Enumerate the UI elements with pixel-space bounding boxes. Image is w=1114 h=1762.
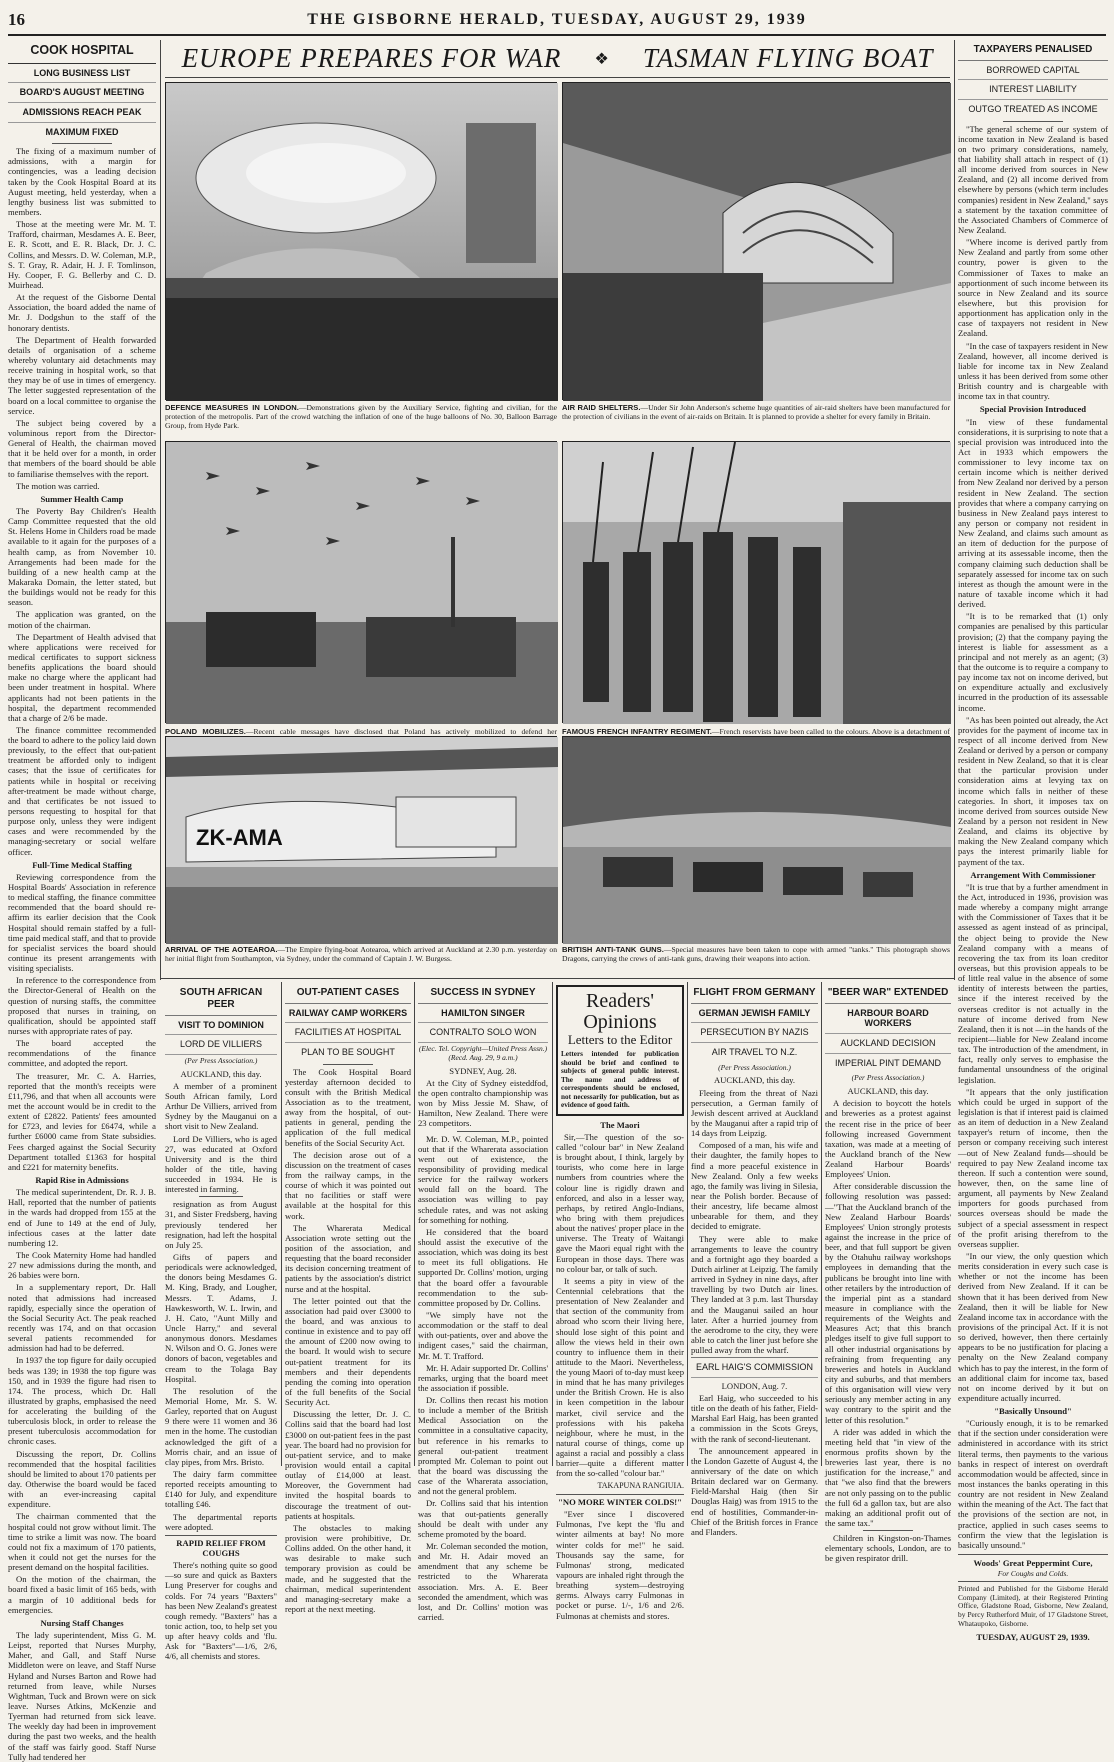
paragraph: The chairman commented that the hospital could not grow without limit. The time to strike a limit was now. The board could not fix a maximum of 170 patients, when it could not get the nurses for the present demand on the hospital facilities.: [8, 1511, 156, 1573]
paragraph: A rider was added in which the meeting held that "in view of the enormous profits shown by the breweries last year, there is no justification for the increase," and that "we also find that the brewers are not only passing on to the public the full 6d a gallon tax, but are also making an additional profit out of the same tax.": [825, 1426, 951, 1528]
paragraph: "Curiously enough, it is to be remarked that if the section under consideration were administered in accordance with its strict literal terms, then payments to the various banks in respect of interest on overdraft accommodation would be affected, since in most instances the banks operating in this country are not resident in New Zealand within the meaning of the Act. The fact that the provisions of the section are not, in practice, applied in such cases seems to confirm the view that the legislation is basically unsound.": [958, 1418, 1108, 1550]
ornament-icon: ❖: [594, 50, 610, 68]
photo-caption: [165, 403, 557, 437]
photo-balloon-barrage: [165, 82, 557, 400]
deck: VISIT TO DOMINION: [165, 1016, 277, 1036]
paragraph: In 1937 the top figure for daily occupied beds was 139; in 1938 the top figure was 150, and in 1939 the figure had risen to 174. The process, which Dr. Hall illustrated by graphs, emphasised the need for accelerating the building of the tuberculosis block, in order to release the present tuberculosis accommodation for chronic cases.: [8, 1355, 156, 1447]
paragraph: The medical superintendent, Dr. R. J. B. Hall, reported that the number of patients in the wards had dropped from 155 at the end of June to 149 at the end of July, infectious cases at the latter date numbering 12.: [8, 1187, 156, 1248]
paragraph: The Cook Maternity Home had handled 27 new admissions during the month, and 26 babies were born.: [8, 1249, 156, 1281]
paragraph: The letter pointed out that the association had paid over £3000 to the board, and was anxious to continue in existence and to pay off the amount of £200 now owing to the board. It would wish to secure out-patient treatment for its members and their dependents pending the coming into operation of the full benefits of the Social Security Act.: [285, 1295, 411, 1408]
paragraph: It seems a pity in view of the Centennial celebrations that the presentation of New Zealander and that section of the community from abroad who scorn their living here, should lose sight of this point and allow the views held in their own country to influence them in their attitude to the Maori. Nevertheless, the young Maori of to-day must keep in mind that he has many privileges under the British Crown. He is also in keen competition in the labour market, civil service and the professions with his pakeha neighbour, where he must, in the natural course of things, come up against a racial and possibly a class barrier—quite a different matter from the so-called "colour bar.": [556, 1275, 684, 1479]
paragraph: Children in Kingston-on-Thames elementary schools, London, are to be given respirator drill.: [825, 1533, 951, 1564]
paragraph: They were able to make arrangements to leave the country and a fortnight ago they boarded a Dutch airliner at Leipzig. The family arrived in Sydney in nine days, after travelling by two Dutch air lines. They landed at 3 p.m. last Thursday and the Mauganui sailed an hour later. After a hurried journey from the aerodrome to the city, they were able to catch the liner just before she pulled away from the wharf.: [691, 1233, 818, 1356]
paragraph: The Department of Health advised that where applications were received for medical certificates to support sickness benefits applications the board should make no charge where the applicant had been under treatment in hospital. Where applicants had not been patients in the hospital, the department recommended that a charge of 2/6 be made.: [8, 631, 156, 723]
paragraph: Gifts of papers and periodicals were acknowledged, the donors being Mesdames G. M. King, Brady, and Lougher, Messrs. T. Adams, J. Hawkesworth, W. L. Irwin, and J. H. Cato, "Aunt Milly and Uncle Harry," and several anonymous donors. Mesdames N. Wilson and O. G. Jones were donors of bacon, vegetables and cream to the Tolaga Bay Hospital.: [165, 1252, 277, 1384]
byline: (Per Press Association.): [851, 1073, 925, 1083]
ad-heading: "NO MORE WINTER COLDS!": [556, 1494, 684, 1507]
paragraph: He considered that the board should assist the executive of the association, which was doing its best to meet its full obligations. He supported Dr. Collins' motion, urging that the board offer a favourable recommendation to the sub-committee proposed by Dr. Collins.: [418, 1226, 548, 1308]
paragraph: "In our view, the only question which merits consideration in every such case is whether or not the income has been derived from New Zealand. If it can be shown that it has been derived from New Zealand, then it will be liable for New Zealand income tax in accordance with the provisions of the principal Act. If it is not so derived, however, then there certainly appears to be no justification for placing a penalty on the New Zealand company which has to pay the interest, in the form of an additional claim for income tax, based not on income derived by it but on expenditure actually incurred.: [958, 1250, 1108, 1403]
article-readers-opinions: [556, 985, 684, 1621]
subheading: Rapid Rise in Admissions: [35, 1174, 129, 1185]
byline: (Elec. Tel. Copyright—United Press Assn.) (Recd. Aug. 29, 9 a.m.): [418, 1044, 548, 1062]
subheading: Arrangement With Commissioner: [970, 869, 1096, 880]
banner-headline: [165, 40, 950, 78]
deck: CONTRALTO SOLO WON: [418, 1023, 548, 1043]
caption-text: —Special measures have been taken to cope with armed "tanks." This photograph shows Dragons, carrying the crews of anti-tank guns, drawing their weapons into action.: [562, 945, 951, 964]
paragraph: The departmental reports were adopted.: [165, 1511, 277, 1532]
headline: "BEER WAR" EXTENDED: [825, 983, 951, 1004]
article-beer-war: [825, 983, 951, 1564]
column-rule: [414, 982, 415, 1466]
photo-air-raid-shelters: [562, 82, 950, 400]
article-out-patient-cases: [285, 983, 411, 1614]
paragraph: resignation as from August 31, and Sister Fredsberg, having previously tendered her resignation, had left the hospital on July 25.: [165, 1199, 277, 1250]
paragraph: The lady superintendent, Miss G. M. Leipst, reported that Nurses Murphy, Maher, and Gall, and Staff Nurse Middleton were on leave, and Staff Nurse Hyland and Nurses Barton and Rowe had returned from leave, while Nurses Wightman, Tuck and Brown were on sick leave. Nurses Atkins, McKenzie and Tyerman had returned from sick leave. The weekly day had been in improvement during the past two weeks, and the health of the staff was fairly good. Staff Nurse Tully had tendered her: [8, 1630, 156, 1762]
divider: [323, 1064, 373, 1065]
subheading: Summer Health Camp: [40, 493, 124, 504]
dateline: AUCKLAND, this day.: [180, 1068, 262, 1079]
deck: OUTGO TREATED AS INCOME: [968, 104, 1098, 115]
deck: IMPERIAL PINT DEMAND: [834, 1057, 942, 1068]
photo-infantry-image: [563, 442, 951, 724]
paragraph: The Poverty Bay Children's Health Camp Committee requested that the old St. Helens Home in Childers road be made available to it again for the purposes of a health camp, as from November 10. Arrangements had been made for the building of a new health camp at the Makaraka Domain, the letter stated, but the buildings would not be ready for this season.: [8, 505, 156, 608]
paragraph: "It appears that the only justification which could be urged in support of the legislation is that if interest paid is claimed as an item of deduction in a New Zealand taxpayer's return of income, then the person or company receiving such interest—out of New Zealand funds—should be required to pay New Zealand income tax thereon. If such a contention were sound, however, then, on the same line of argument, all payments by New Zealand importers for goods purchased from sources overseas should be made the subject of a special assessment in respect of the profit arising therefrom to the overseas supplier.: [958, 1086, 1108, 1249]
column-rule: [954, 40, 955, 980]
byline: (Per Press Association.): [718, 1062, 791, 1072]
paragraph: Lord De Villiers, who is aged 27, was educated at Oxford University and is the third holder of the title, having succeeded in 1934. He is interested in farming.: [165, 1133, 277, 1195]
headline: SOUTH AFRICAN PEER: [165, 983, 277, 1016]
paragraph: "In view of these fundamental considerations, it is surprising to note that a special provision was introduced into the Act in 1933 which empowers the commissioner to levy income tax on certain income which is neither derived from New Zealand nor derived by a person resident in New Zealand. The section provides that where a company carrying on business in New Zealand pays interest to any person or company not resident in New Zealand, and claims such amount as an item of deduction for the purpose of arriving at its assessable income, then the company claiming such deduction shall be separately assessed for income tax on such interest as though the amount were in the nature of taxable income which it had derived.: [958, 416, 1108, 610]
paragraph: "Where income is derived partly from New Zealand and partly from some other country, power is given to the Commissioner of Taxes to make an apportionment of such income between its source in New Zealand and its source elsewhere, but this provision for apportionment has application only in the case of taxpayers not resident in New Zealand.: [958, 237, 1108, 339]
paragraph: The decision arose out of a discussion on the treatment of cases from the railway camps, in the course of which it was pointed out that no facilities or staff were available at the hospital for this work.: [285, 1149, 411, 1221]
caption-text: —Demonstrations given by the Auxiliary Service, fighting and civilian, for the protection of the metropolis. Part of the crowd watching the inflation of one of the huge balloons of No. 30, Balloon Barrage Group, from Hyde Park.: [165, 403, 557, 431]
caption-head: ARRIVAL OF THE AOTEAROA.: [165, 945, 278, 954]
paragraph: The fixing of a maximum number of admissions, with a margin for contingencies, was a leading decision taken by the Cook Hospital Board at its August meeting, held yesterday, when a lengthy business list was submitted to members.: [8, 146, 156, 218]
subheading: "Basically Unsound": [994, 1406, 1072, 1417]
article-cook-hospital: [8, 40, 156, 1762]
photo-aotearoa-flying-boat: [165, 736, 557, 943]
paragraph: Dr. Collins said that his intention was that out-patients generally should be dealt with under any scheme promoted by the board.: [418, 1498, 548, 1539]
column-rule: [687, 982, 688, 1466]
readers-subtitle: Letters to the Editor: [567, 1032, 673, 1047]
paragraph: There's nothing quite so good—so sure and quick as Baxters Lung Preserver for coughs and colds. For 74 years "Baxters" has been New Zealand's greatest cough remedy. "Baxters" has a tonic action, too, to help set you up after heavy colds and 'flu. Ask for "Baxters"—1/6, 2/6, 4/6, all chemists and stores.: [165, 1560, 277, 1662]
paragraph: The finance committee recommended the board to adhere to the policy laid down previously, to the effect that out-patient treatment be afforded only to indigent cases; that the issue of certificates for patients while in hospital or receiving after-treatment be made without charge, and that certificates be not issued to persons requesting to hospital for that purpose only, unless they were indigent cases and were recommended by the managing-secretary or social welfare officer.: [8, 724, 156, 857]
article-south-african-peer: [165, 983, 277, 1662]
paragraph: "We simply have not the accommodation or the staff to deal with out-patients, over and above the indigent cases," said the chairman, Mr. M. T. Trafford.: [418, 1309, 548, 1361]
deck: FACILITIES AT HOSPITAL: [285, 1023, 411, 1043]
paragraph: The Wharerata Medical Association wrote setting out the position of the association, and requesting that the board reconsider its decision concerning treatment of patients by the association's district nurse and at the hospital.: [285, 1222, 411, 1294]
readers-note: Letters intended for publication should be brief and confined to subjects of general public interest. The name and address of correspondents should be enclosed, not necessarily for publication, but as evidence of good faith.: [561, 1050, 679, 1110]
photo-flying-boat-image: [166, 737, 558, 944]
deck: PERSECUTION BY NAZIS: [691, 1023, 818, 1043]
column-rule: [281, 982, 282, 1466]
paragraph: The resolution of the Memorial Home, Mr. S. W. Garley, reported that on August 9 there were 11 women and 36 men in the home. The custodian acknowledged the gift of a Morris chair, and an issue of clay pipes, from Mrs. Bristo.: [165, 1385, 277, 1467]
dateline: AUCKLAND, this day.: [847, 1086, 929, 1097]
headline: SUCCESS IN SYDNEY: [418, 983, 548, 1004]
article-success-in-sydney: [418, 983, 548, 1623]
paragraph: The subject being covered by a voluminous report from the Director-General of Health, the chairman moved that it be held over for a month, in order that members of the board should be able to familiarise themselves with the report.: [8, 417, 156, 479]
dateline: LONDON, Aug. 7.: [721, 1380, 788, 1391]
deck: GERMAN JEWISH FAMILY: [691, 1004, 818, 1024]
deck: AIR TRAVEL TO N.Z.: [711, 1047, 798, 1058]
paragraph: A member of a prominent South African family, Lord Arthur De Villiers, arrived from Sydney by the Mauganui on a short visit to New Zealand.: [165, 1080, 277, 1132]
caption-text: —Recent cable messages have disclosed that Poland has actively mobilized to defend her: [245, 727, 557, 736]
subheading: Full-Time Medical Staffing: [32, 859, 132, 870]
paragraph: Discussing the letter, Dr. J. C. Collins said that the board had lost £3000 on out-patient fees in the past year. The board had no provision for out-patient service, and to make provision would entail a capital outlay of £14,000 at least. Moreover, the Government had invited the hospital boards to discourage the treatment of out-patients at hospitals.: [285, 1409, 411, 1521]
paragraph: Mr. D. W. Coleman, M.P., pointed out that if the Wharerata association went out of existence, the responsibility of providing medical service for the railway workers would fall on the board. The association was willing to pay schedule rates, and was not asking for something for nothing.: [418, 1133, 548, 1225]
imprint: Printed and Published for the Gisborne Herald Company (Limited), at their Registered Printing Office, Gladstone Road, Gisborne, New Zealand, by Percy Rutherford Muir, of 17 Gladstone Street, Whataupoko, Gisborne.: [958, 1581, 1108, 1629]
paragraph: Sir,—The question of the so-called "colour bar" in New Zealand is brought about, I think, largely by tourists, who come here in large numbers from countries where the colour line is rigidly drawn and enforced, and also in a lesser way, perhaps, by retired Anglo-Indians, who bring with them prejudices about the natives' proper place in the universe. The Treaty of Waitangi gave the Maori equal right with the European in those days. There was no colour bar, or talk of such.: [556, 1131, 684, 1274]
paragraph: A decision to boycott the hotels and breweries as a protest against the recent rise in the price of beer following increased Government taxation, was made at a meeting of the Auckland branch of the New Zealand Harbour Boards' Employees' Union.: [825, 1098, 951, 1180]
caption-text: —The Empire flying-boat Aotearoa, which arrived at Auckland at 2.30 p.m. yesterday on her initial flight from Southampton, via Sydney, under the command of Captain J. W. Burgess.: [165, 945, 558, 964]
paragraph: The dairy farm committee reported receipts amounting to £140 for July, and expenditure totalling £46.: [165, 1469, 277, 1510]
deck: MAXIMUM FIXED: [45, 126, 119, 137]
paragraph: Discussing the report, Dr. Collins recommended that the hospital facilities should be limited to about 170 patients per day. Otherwise the board would be faced with an ever-increasing capital expenditure.: [8, 1448, 156, 1510]
photo-anti-tank-guns: [562, 736, 950, 943]
deck: RAILWAY CAMP WORKERS: [285, 1004, 411, 1024]
paragraph: Composed of a man, his wife and their daughter, the family hopes to find a more peaceful existence in New Zealand. Only a few weeks ago, the family was living in Silesia, near the Polish border. Because of their ancestry, life became almost unbearable for them, and they decided to emigrate.: [691, 1140, 818, 1232]
page-number: 16: [8, 10, 25, 29]
paragraph: At the request of the Gisborne Dental Association, the board added the name of Mr. J. Dodgshun to the staff of the honorary dentists.: [8, 292, 156, 333]
caption-head: FAMOUS FRENCH INFANTRY REGIMENT.: [562, 727, 712, 736]
paragraph: "It is to be remarked that (1) only companies are penalised by this particular provision; (2) that the company paying the interest is liable for assessment as a principal and not merely as an agent; (3) that the outcome is to require a company to pay income tax not on income derived, but on expenditure actually and exclusively incurred in the production of its assessable income.: [958, 611, 1108, 713]
caption-head: POLAND MOBILIZES.: [165, 727, 246, 736]
photo-caption: [165, 945, 557, 975]
photo-shelters-image: [563, 83, 951, 401]
paragraph: Those at the meeting were Mr. M. T. Trafford, chairman, Mesdames A. E. Beer, E. R. Scott, and E. R. Black, Dr. J. C. Collins, and Messrs. D. W. Coleman, M.P., S. T. Gray, R. Adair, H. J. F. Tomlinson, Hy. Cooper, F. G. Bellerby and C. D. Muirhead.: [8, 219, 156, 291]
photo-poland-mobilizes: [165, 441, 557, 723]
paragraph: "As has been pointed out already, the Act provides for the payment of income tax in respect of all income derived from New Zealand or derived by a person or company resident in New Zealand, so that it is clear that the particular provision under consideration aims at levying tax on income which falls in neither of these categories. In short, it imposes tax on income derived from sources outside New Zealand by a person not resident in New Zealand, and claims its objective by making the New Zealand company which pays the interest primarily liable for payment of the tax.: [958, 714, 1108, 867]
paragraph: The application was granted, on the motion of the chairman.: [8, 609, 156, 630]
paragraph: Earl Haig, who succeeded to his title on the death of his father, Field-Marshal Earl Haig, has been granted a commission in the Scots Greys, with the rank of second-lieutenant.: [691, 1393, 818, 1444]
photo-french-infantry: [562, 441, 950, 723]
photo-caption: [562, 403, 950, 437]
headline: OUT-PATIENT CASES: [285, 983, 411, 1004]
column-rule: [821, 982, 822, 1466]
divider: [199, 1196, 244, 1197]
deck: LONG BUSINESS LIST: [8, 64, 156, 84]
subheading: Nursing Staff Changes: [40, 1617, 124, 1628]
divider: [457, 1131, 509, 1132]
deck: BORROWED CAPITAL: [958, 61, 1108, 81]
paragraph: "The general scheme of our system of income taxation in New Zealand is based on two primary considerations, namely, that liability shall attach in respect of (1) all income derived from sources in New Zealand, and (2) all income derived from elsewhere by persons (which term includes companies) resident in New Zealand," says a statement by the taxation committee of the Associated Chambers of Commerce of New Zealand.: [958, 123, 1108, 236]
caption-head: DEFENCE MEASURES IN LONDON.: [165, 403, 299, 412]
article-taxpayers: [958, 40, 1108, 1642]
headline: TAXPAYERS PENALISED: [958, 40, 1108, 61]
ad-heading: RAPID RELIEF FROM COUGHS: [165, 1535, 277, 1558]
banner-left: EUROPE PREPARES FOR WAR: [181, 43, 562, 73]
caption-text: —French reservists have been called to the colours. Above is a detachment of: [711, 727, 950, 736]
paragraph: After considerable discussion the following resolution was passed:—"That the Auckland branch of the New Zealand Harbour Boards' Employees' Union strongly protests against the increase in the price of beer, and that full support be given by the Otahuhu railway workshops employees in demanding that the publicans be brought into line with other retailers by the introduction of the imperial pint as a standard measure in compliance with the requirements of the Weights and Measures Act; that this branch pledges itself to give full support to all other industrial organisations by refraining from frequenting any breweries and hotels in Auckland city and suburbs, and that members of this organisation will view very seriously any member acting in any way contrary to the spirit and the letter of this resolution.": [825, 1181, 951, 1425]
deck: HAMILTON SINGER: [418, 1004, 548, 1024]
deck: INTEREST LIABILITY: [958, 80, 1108, 100]
paragraph: At the City of Sydney eisteddfod, the open contralto championship was won by Miss Jessie M. Shaw, of Hamilton, New Zealand. There were 23 competitors.: [418, 1077, 548, 1129]
ad-subtitle: For Coughs and Colds.: [997, 1569, 1069, 1579]
dateline: SYDNEY, Aug. 28.: [449, 1065, 517, 1076]
section-rule: [160, 978, 955, 979]
imprint-date: TUESDAY, AUGUST 29, 1939.: [976, 1631, 1090, 1642]
photo-caption: [562, 945, 950, 975]
subheading: The Maori: [600, 1119, 640, 1130]
divider: [1003, 121, 1063, 122]
photo-poland-image: [166, 442, 558, 724]
paragraph: Mr. H. Adair supported Dr. Collins' remarks, urging that the board meet the association if possible.: [418, 1362, 548, 1393]
paragraph: The motion was carried.: [16, 480, 100, 491]
deck: AUCKLAND DECISION: [825, 1034, 951, 1054]
article-flight-from-germany: [691, 983, 818, 1537]
masthead: [8, 6, 1106, 36]
readers-title: Readers' Opinions: [583, 990, 657, 1033]
photo-balloon-image: [166, 83, 558, 401]
paragraph: On the motion of the chairman, the board fixed a basic limit of 165 beds, with a margin of 10 additional beds for emergencies.: [8, 1574, 156, 1615]
deck: HARBOUR BOARD WORKERS: [825, 1004, 951, 1034]
subheadline: EARL HAIG'S COMMISSION: [691, 1357, 818, 1378]
byline: (Per Press Association.): [184, 1055, 258, 1065]
paragraph: Mr. Coleman seconded the motion, and Mr. H. Adair moved an amendment that any scheme be restricted to the Wharerata association. Mrs. A. E. Beer seconded the amendment, which was lost, and Dr. Collins' motion was carried.: [418, 1541, 548, 1623]
headline: FLIGHT FROM GERMANY: [691, 983, 818, 1004]
aircraft-registration: ZK-AMA: [196, 825, 283, 850]
masthead-title: THE GISBORNE HERALD, TUESDAY, AUGUST 29, 1939: [307, 11, 807, 28]
divider: [52, 143, 111, 144]
paragraph: "It is true that by a further amendment in the Act, introduced in 1936, provision was made whereby a company might arrange with the Commissioner of Taxes that it be assessed as agent instead of as principal, the object being to provide the New Zealand company with a means of recovering the tax from its loan creditor overseas, but this provision appeals to be of little real value in the absence of some identity of interests between the parties, since if the interest received by the overseas creditor is not actually in the nature of income derived from New Zealand, then it is not —in the hands of the recipient—liable for New Zealand income tax. The introduction of the amendment, in fact, really only serves to emphasise the fundamental unsoundness of the original legislation.: [958, 881, 1108, 1085]
column-rule: [552, 982, 553, 1466]
caption-head: BRITISH ANTI-TANK GUNS.: [562, 945, 664, 954]
readers-box: [556, 985, 684, 1116]
paragraph: Fleeing from the threat of Nazi persecution, a German family of Jewish descent arrived at Auckland by the Mauganui after a rapid trip of 14 days from Leipzig.: [691, 1087, 818, 1139]
paragraph: In reference to the correspondence from the Director-General of Health on the question of nursing staffs, the committee proposed that nurses in training, on qualification, should be appointed staff nurses with appropriate rates of pay.: [8, 975, 156, 1036]
paragraph: The Cook Hospital Board yesterday afternoon decided to consult with the British Medical Association as to the treatment, away from the hospital, of out-patients in general, pending the application of the full medical benefits of the Social Security Act.: [285, 1066, 411, 1148]
paragraph: The announcement appeared in the London Gazette of August 4, the anniversary of the date on which Britain declared war on Germany. Field-Marshal Haig (then Sir Douglas Haig) was from 1915 to the end of hostilities, Commander-in-Chief of the British forces in France and Flanders.: [691, 1445, 818, 1537]
paragraph: The treasurer, Mr. C. A. Harries, reported that the month's receipts were £11,796, and that when all accounts were met the account would be in credit to the extent of £2822. Patients' fees amounted for £723, and levies for £6474, while a further £6000 came from State subsidies. Fees charged against the Social Security Department totalled £1363 for hospital and £221 for maternity benefits.: [8, 1070, 156, 1172]
letter-signature: TAKAPUNA RANGIUIA.: [597, 1480, 684, 1490]
deck: BOARD'S AUGUST MEETING: [8, 83, 156, 103]
deck: LORD DE VILLIERS: [165, 1035, 277, 1055]
headline: COOK HOSPITAL: [8, 40, 156, 64]
paragraph: "Ever since I discovered Fulmonas, I've kept the 'flu and winter ailments at bay! No more winter colds for me!" he said. Thousands say the same, for Fulmonas' strong, medicated vapours are inhaled right through the breathing system—destroying germs. Always carry Fulmonas in pocket or purse. 1/-, 1/6 and 2/6. Fulmonas at chemists and stores.: [556, 1509, 684, 1621]
caption-text: —Under Sir John Anderson's scheme huge quantities of air-raid shelters have been manufactured for the protection of civilians in the event of air-raids on Britain. It is planned to provide a shelter for every family in Britain.: [562, 403, 950, 422]
paragraph: The obstacles to making provision were prohibitive, Dr. Collins added. On the other hand, it was desirable to make such temporary provision as could be made, and he suggested that the chairman, medical superintendent and managing-secretary make a report at the next meeting.: [285, 1522, 411, 1614]
deck: ADMISSIONS REACH PEAK: [8, 103, 156, 123]
column-rule: [160, 40, 161, 980]
paragraph: Dr. Collins then recast his motion to include a member of the British Medical Association on the committee in a consultative capacity, but reference in his remarks to general out-patient treatment prompted Mr. Coleman to point out that the board was discussing the case of the Wharerata association, and not the general problem.: [418, 1395, 548, 1497]
dateline: AUCKLAND, this day.: [713, 1075, 796, 1086]
ad-title: Woods' Great Peppermint Cure,: [958, 1554, 1108, 1568]
banner-right: TASMAN FLYING BOAT: [642, 43, 934, 73]
paragraph: In a supplementary report, Dr. Hall noted that admissions had increased rapidly, especially since the operation of the Social Security Act. The peak reached recently was 174, and on that occasion several patients recommended for admission had had to be deferred.: [8, 1282, 156, 1354]
subheading: Special Provision Introduced: [979, 404, 1087, 415]
divider: [863, 1530, 913, 1531]
paragraph: The Department of Health forwarded details of organisation of a scheme whereby voluntary aid detachments may receive training in hospital work, so that they may be of use in times of emergency. The letter suggested representation of the board on a local committee to organise the service.: [8, 334, 156, 416]
paragraph: "In the case of taxpayers resident in New Zealand, however, all income derived is liable for income tax in New Zealand unless it has been derived from some other British country and is chargeable with income tax in that country.: [958, 340, 1108, 402]
deck: PLAN TO BE SOUGHT: [301, 1047, 395, 1058]
paragraph: The board accepted the recommendations of the finance committee, and adopted the report.: [8, 1038, 156, 1069]
photo-anti-tank-image: [563, 737, 951, 944]
caption-head: AIR RAID SHELTERS.: [562, 403, 641, 412]
paragraph: Reviewing correspondence from the Hospital Boards' Association in reference to medical staffing, the finance committee recommended that the board should re-affirm its earlier decision that the Cook Hospital should remain staffed by a full-time paid medical staff, and that to provide for specialist services the board should continue its present arrangements with visiting specialists.: [8, 871, 156, 974]
